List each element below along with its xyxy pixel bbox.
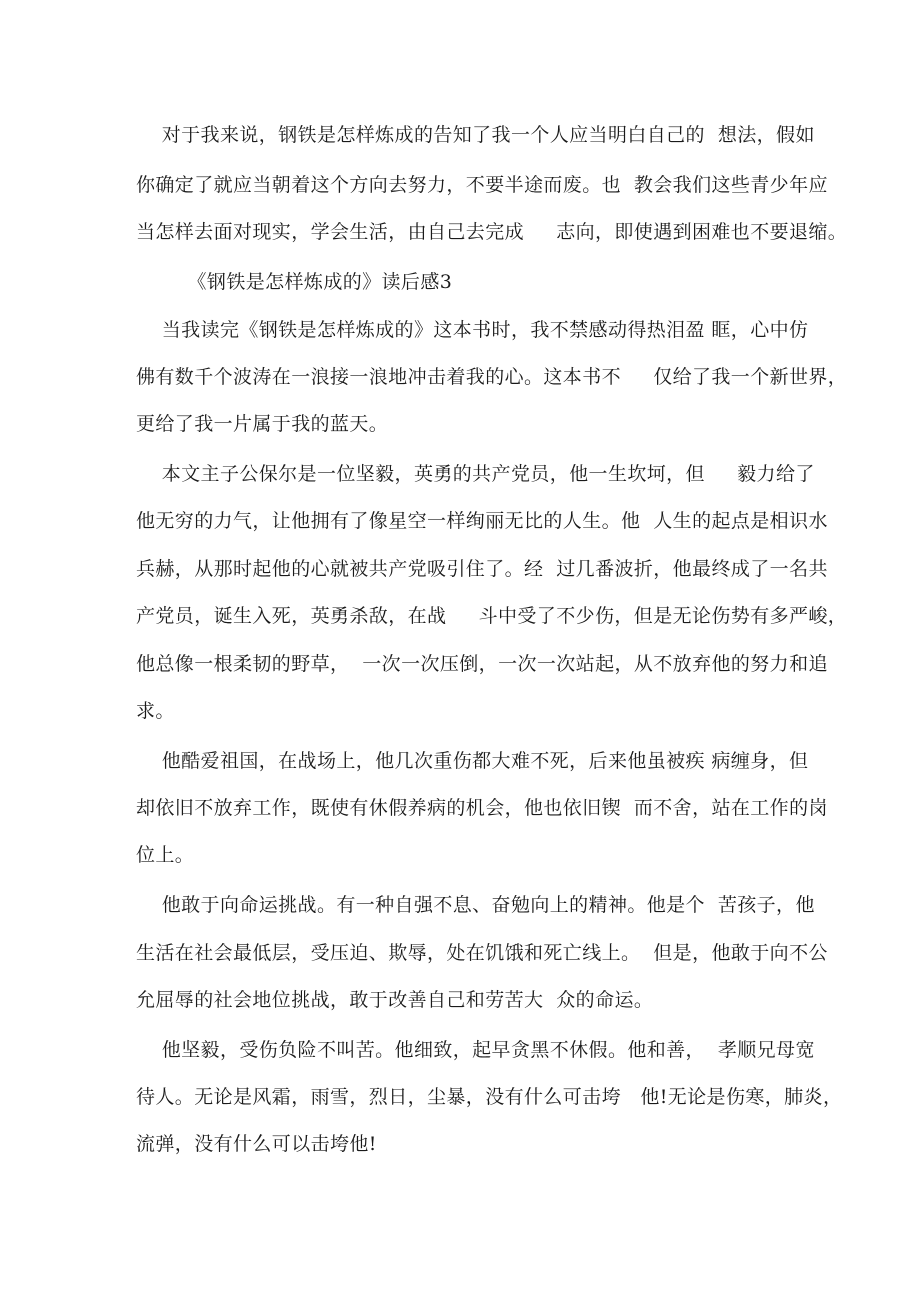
- paragraph-2-line-2: 佛有数千个波涛在一浪接一浪地冲击着我的心。这本书不 仅给了我一个新世界，: [136, 366, 848, 388]
- paragraph-3-line-6: 求。: [136, 700, 175, 722]
- paragraph-1-line-1: 对于我来说，钢铁是怎样炼成的告知了我一个人应当明白自己的 想法，假如: [136, 124, 815, 146]
- paragraph-4-line-1: 他酷爱祖国，在战场上，他几次重伤都大难不死，后来他虽被疾 病缠身，但: [136, 750, 809, 772]
- paragraph-4-line-2: 却依旧不放弃工作，既使有休假养病的机会，他也依旧锲 而不舍，站在工作的岗: [136, 797, 828, 819]
- paragraph-3-line-5: 他总像一根柔韧的野草， 一次一次压倒，一次一次站起，从不放弃他的努力和追: [136, 653, 828, 675]
- paragraph-4-line-3: 位上。: [136, 844, 195, 866]
- paragraph-2-line-1: 当我读完《钢铁是怎样炼成的》这本书时，我不禁感动得热泪盈 眶，心中仿: [136, 319, 809, 341]
- paragraph-6-line-1: 他坚毅，受伤负险不叫苦。他细致，起早贪黑不休假。他和善， 孝顺兄母宽: [136, 1039, 815, 1061]
- paragraph-3-line-3: 兵赫，从那时起他的心就被共产党吸引住了。经 过几番波折，他最终成了一名共: [136, 558, 828, 580]
- paragraph-5-line-2: 生活在社会最低层，受压迫、欺辱，处在饥饿和死亡线上。 但是，他敢于向不公: [136, 942, 828, 964]
- paragraph-3-line-2: 他无穷的力气，让他拥有了像星空一样绚丽无比的人生。他 人生的起点是相识水: [136, 510, 828, 532]
- paragraph-6-line-2: 待人。无论是风霜，雨雪，烈日，尘暴，没有什么可击垮 他!无论是伤寒，肺炎，: [136, 1086, 843, 1108]
- paragraph-3-line-4: 产党员，诞生入死，英勇杀敌，在战 斗中受了不少伤，但是无论伤势有多严峻，: [136, 605, 848, 627]
- paragraph-5-line-3: 允屈辱的社会地位挑战，敢于改善自己和劳苦大 众的命运。: [136, 989, 654, 1011]
- paragraph-6-line-3: 流弹，没有什么可以击垮他!: [136, 1133, 377, 1155]
- paragraph-1-line-3: 当怎样去面对现实，学会生活，由自己去完成 志向，即使遇到困难也不要退缩。: [136, 221, 848, 243]
- paragraph-2-line-3: 更给了我一片属于我的蓝天。: [136, 413, 389, 435]
- paragraph-5-line-1: 他敢于向命运挑战。有一种自强不息、奋勉向上的精神。他是个 苦孩子，他: [136, 894, 815, 916]
- section-heading: 《钢铁是怎样炼成的》读后感3: [136, 271, 453, 293]
- paragraph-3-line-1: 本文主子公保尔是一位坚毅，英勇的共产党员，他一生坎坷，但 毅力给了: [136, 463, 815, 485]
- paragraph-1-line-2: 你确定了就应当朝着这个方向去努力，不要半途而废。也 教会我们这些青少年应: [136, 174, 828, 196]
